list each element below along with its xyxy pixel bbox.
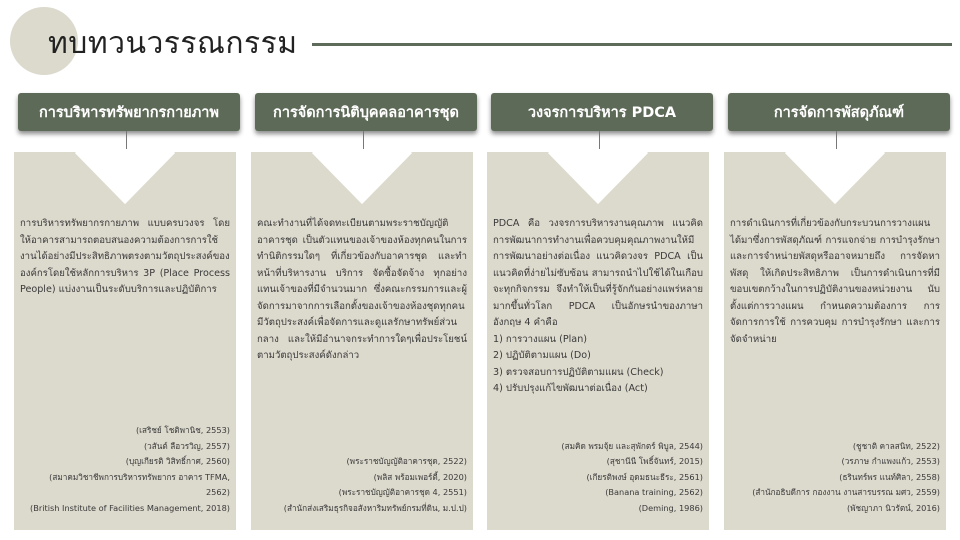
reference-item: (Deming, 1986) xyxy=(638,502,703,513)
chevron-notch-icon xyxy=(251,152,473,212)
reference-item: (สมาคมวิชาชีพการบริหารทรัพยากร อาคาร TFMA, 2562) xyxy=(49,471,230,497)
chevron-notch-icon xyxy=(487,152,709,212)
reference-item: (วรภาษ กำแพงแก้ว, 2553) xyxy=(841,456,940,466)
column-header: การจัดการนิติบุคคลอาคารชุด xyxy=(255,93,477,131)
connector-line xyxy=(126,131,127,149)
reference-item: (พระราชบัญญัติอาคารชุด, 2522) xyxy=(346,456,467,466)
title-rule xyxy=(312,43,952,46)
reference-item: (สำนักส่งเสริมธุรกิจอสังหาริมทรัพย์กรมที่ดิน, ม.ป.ป) xyxy=(283,502,467,513)
reference-item: (พลิส พร้อมเพอร์ตี้, 2020) xyxy=(373,471,467,482)
reference-item: (เสริชย์ โชติพานิช, 2553) xyxy=(135,425,230,435)
reference-item: (บุญเกียรติ วิสิทธิ์กาศ, 2560) xyxy=(125,456,230,466)
reference-item: (Banana training, 2562) xyxy=(605,487,703,497)
column-body xyxy=(493,216,703,398)
column-physical-resources xyxy=(18,93,240,533)
reference-item: (ชูชาติ คาลสนิท, 2522) xyxy=(852,440,940,451)
reference-item: (วสันต์ ลือวรวิญ, 2557) xyxy=(143,440,230,451)
connector-line xyxy=(363,131,364,149)
body-paragraph: การดำเนินการที่เกี่ยวข้องกับกระบวนการวางแผนได้มาซึ่งการพัสดุภัณฑ์ การแจกจ่าย การบำรุงรักษาและการจำหน่ายพัสดุหรืออาจหมายถึง การจัดหาพัสดุ ให้เกิดประสิทธิภาพ เป็นการดำเนินการที่มีขอบเขตกว้างในการปฏิบัติงานของหน่วยงาน นับตั้งแต่การวางแผน กำหนดความต้องการ การจัดการการใช้ การควบคุม การบำรุงรักษา และการจัดจำหน่าย xyxy=(730,218,940,345)
column-parcel-management xyxy=(728,93,950,533)
references xyxy=(734,439,940,517)
connector-line xyxy=(836,131,837,149)
body-paragraph: การบริหารทรัพยากรกายภาพ แบบครบวงจร โดยให้อาคารสามารถตอบสนองความต้องการการใช้งานได้อย่างมีประสิทธิภาพตรงตามวัตถุประสงค์ขององค์กรโดยใช้หลักการบริหาร 3P (Place Process People) แบ่งงานเป็นระดับบริการและปฏิบัติการ xyxy=(20,218,230,295)
reference-item: (British Institute of Facilities Management, 2018) xyxy=(30,502,230,513)
body-paragraph: PDCA คือ วงจรการบริหารงานคุณภาพ แนวคิดการพัฒนาการทำงานเพื่อควบคุมคุณภาพงานให้มีการพัฒนาอย่างต่อเนื่อง แนวคิดวงจร PDCA เป็นแนวคิดที่ง่ายไม่ซับซ้อน สามารถนำไปใช้ได้ในเกือบจะทุกกิจกรรม จึงทำให้เป็นที่รู้จักกันอย่างแพร่หลายมากขึ้นทั่วโลก PDCA เป็นอักษรนำของภาษาอังกฤษ 4 คำคือ xyxy=(493,218,703,328)
column-condominium-juristic xyxy=(255,93,477,533)
reference-item: (สุชานีนี โพธิ์จันทร์, 2015) xyxy=(606,456,703,466)
body-paragraph: คณะทำงานที่ได้จดทะเบียนตามพระราชบัญญัติอาคารชุด เป็นตัวแทนของเจ้าของห้องทุกคนในการทำนิติกรรมใดๆ ที่เกี่ยวข้องกับอาคารชุด และทำหน้าที่บริหารงาน บริการ จัดซื้อจัดจ้าง ทุกอย่างแทนเจ้าของที่มีจำนวนมาก ซึ่งคณะกรรมการและผู้จัดการมาจากการเลือกตั้งของเจ้าของห้องชุดทุกคน xyxy=(257,218,467,312)
pdca-step-item: 1) การวางแผน (Plan) xyxy=(493,333,588,345)
body-paragraph: มีวัตถุประสงค์เพื่อจัดการและดูแลรักษาทรัพย์ส่วนกลาง และให้มีอำนาจกระทำการใดๆเพื่อประโยชน์ตามวัตถุประสงค์ดังกล่าว xyxy=(257,317,467,361)
reference-item: (ธรินทร์พร แนท์ศิลา, 2558) xyxy=(839,471,940,482)
references xyxy=(261,454,467,516)
pdca-step-item: 4) ปรับปรุงแก้ไขพัฒนาต่อเนื่อง (Act) xyxy=(493,383,648,394)
column-panel xyxy=(487,152,709,530)
column-body xyxy=(730,216,940,348)
column-header: การจัดการพัสดุภัณฑ์ xyxy=(728,93,950,131)
chevron-notch-icon xyxy=(14,152,236,212)
pdca-step-item: 2) ปฏิบัติตามแผน (Do) xyxy=(493,350,591,361)
reference-item: (พัชญาภา นิวรัตน์, 2016) xyxy=(846,502,940,513)
connector-line xyxy=(599,131,600,149)
chevron-notch-icon xyxy=(724,152,946,212)
reference-item: (เกียรติพงษ์ อุดมธนะธีระ, 2561) xyxy=(586,471,703,482)
reference-item: (พระราชบัญญัติอาคารชุด 4, 2551) xyxy=(338,487,467,497)
column-header: การบริหารทรัพยากรกายภาพ xyxy=(18,93,240,131)
column-pdca-cycle xyxy=(491,93,713,533)
column-panel xyxy=(251,152,473,530)
column-panel xyxy=(14,152,236,530)
column-body xyxy=(20,216,230,299)
column-body xyxy=(257,216,467,365)
references xyxy=(24,423,230,516)
page-title: ทบทวนวรรณกรรม xyxy=(48,26,298,61)
pdca-step-item: 3) ตรวจสอบการปฏิบัติตามแผน (Check) xyxy=(493,366,664,378)
references xyxy=(497,439,703,517)
reference-item: (สมคิด พรมจุ้ย และสุพักตร์ พิบูล, 2544) xyxy=(561,440,703,451)
reference-item: (สำนักอธิบดีการ กองงาน งานสารบรรณ มศว, 2559) xyxy=(752,487,940,497)
column-panel xyxy=(724,152,946,530)
column-header: วงจรการบริหาร PDCA xyxy=(491,93,713,131)
